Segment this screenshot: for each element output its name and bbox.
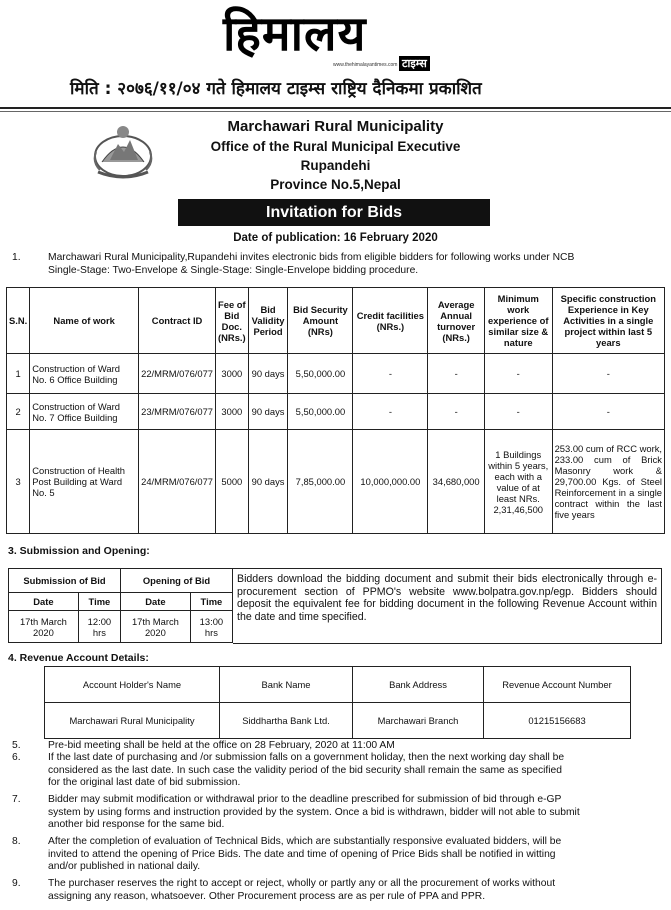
item-line: After the completion of evaluation of Technical Bids, which are substantially responsive evaluated bidders, will be [48,836,562,847]
cell-fee: 5000 [216,430,249,534]
item-line: for the original last date of bid submission. [48,777,241,788]
cell-contract: 24/MRM/076/077 [139,430,216,534]
item-line: The purchaser reserves the right to accept or reject, wholly or partly any or all the procurement of works without [48,878,556,889]
cell-turnover: - [428,394,485,430]
province-name: Province No.5,Nepal [270,177,401,192]
revenue-header-bank: Bank Name [220,667,353,703]
opening-header: Opening of Bid [120,569,232,593]
cell-work: Construction of Health Post Building at Ward No. 5 [30,430,139,534]
col-header-specific: Specific construction Experience in Key Activities in a single project within last 5 years [552,288,664,354]
col-header-sn: S.N. [7,288,30,354]
section-3-title: 3. Submission and Opening: [8,545,150,557]
cell-contract: 23/MRM/076/077 [139,394,216,430]
item-1-number: 1. [12,252,21,263]
item-1-line: Single-Stage: Two-Envelope & Single-Stage: Single-Envelope bidding procedure. [48,264,419,276]
revenue-bank: Siddhartha Bank Ltd. [220,703,353,739]
revenue-header-account: Revenue Account Number [484,667,631,703]
newspaper-masthead [215,4,455,70]
submission-header: Submission of Bid [9,569,121,593]
col-header-work: Name of work [30,288,139,354]
cell-turnover: 34,680,000 [428,430,485,534]
cell-security: 5,50,000.00 [288,354,353,394]
revenue-table [44,666,631,739]
cell-sn: 2 [7,394,30,430]
office-name: Office of the Rural Municipal Executive [210,139,461,154]
item-line: If the last date of purchasing and /or submission falls on a government holiday, then the next working day shall be [48,752,565,763]
cell-turnover: - [428,354,485,394]
item-6-text [48,752,663,790]
cell-sn: 3 [7,430,30,534]
bid-table [6,287,665,534]
col-header-contract: Contract ID [139,288,216,354]
revenue-header-address: Bank Address [353,667,484,703]
submission-text: Bidders download the bidding document and submit their bids electronically through e-procurement section of PPMO's website www.bolpatra.gov.np/egp. Bidders should deposit the equivalent fee for bidding document in the following Revenue Account within the date and time specified. [237,573,657,624]
top-divider-thin [0,111,671,112]
cell-contract: 22/MRM/076/077 [139,354,216,394]
cell-work: Construction of Ward No. 7 Office Building [30,394,139,430]
submission-table [8,568,233,643]
col-header-credit: Credit facilities (NRs.) [353,288,428,354]
col-header-turnover: Average Annual turnover (NRs.) [428,288,485,354]
cell-validity: 90 days [248,354,288,394]
cell-security: 5,50,000.00 [288,394,353,430]
cell-specific: - [552,394,664,430]
cell-credit: 10,000,000.00 [353,430,428,534]
item-5-text [48,740,663,753]
publication-date: Date of publication: 16 February 2020 [233,232,438,244]
item-5-number: 5. [12,740,21,751]
open-time-label: Time [190,593,232,611]
cell-experience: - [484,354,552,394]
revenue-holder: Marchawari Rural Municipality [45,703,220,739]
col-header-validity: Bid Validity Period [248,288,288,354]
item-line: Pre-bid meeting shall be held at the office on 28 February, 2020 at 11:00 AM [48,740,395,751]
section-4-title: 4. Revenue Account Details: [8,652,149,664]
publication-dateline: मिति : २०७६/११/०४ गते हिमालय टाइम्स राष्ट्रिय दैनिकमा प्रकाशित [70,79,482,99]
item-line: invited to attend the opening of Price Bids. The date and time of opening of Price Bids shall be notified in witting [48,848,556,860]
item-8-text [48,836,663,874]
table-row [7,430,665,534]
item-1-line: Marchawari Rural Municipality,Rupandehi invites electronic bids from eligible bidders for following works under NCB [48,252,575,263]
cell-work: Construction of Ward No. 6 Office Building [30,354,139,394]
cell-fee: 3000 [216,354,249,394]
top-divider [0,107,671,109]
item-line: considered as the last date. In such case the validity period of the bid security shall remain the same as specified [48,764,562,776]
sub-date-value: 17th March 2020 [9,611,79,643]
col-header-security: Bid Security Amount (NRs) [288,288,353,354]
sub-date-label: Date [9,593,79,611]
item-line: another bid response for the same bid. [48,819,225,830]
cell-sn: 1 [7,354,30,394]
masthead-url: www.thehimalayantimes.com [333,62,398,68]
cell-credit: - [353,394,428,430]
revenue-account: 01215156683 [484,703,631,739]
table-row [7,354,665,394]
sub-time-value: 12:00 hrs [78,611,120,643]
cell-validity: 90 days [248,394,288,430]
item-7-text [48,794,663,832]
item-9-number: 9. [12,878,21,889]
table-row [7,394,665,430]
item-8-number: 8. [12,836,21,847]
masthead-subtitle: टाइम्स [399,56,430,71]
item-6-number: 6. [12,752,21,763]
submission-text-box [233,568,662,644]
open-date-label: Date [120,593,190,611]
revenue-header-holder: Account Holder's Name [45,667,220,703]
item-line: Bidder may submit modification or withdrawal prior to the deadline prescribed for submission of bid through e-GP [48,794,562,805]
open-date-value: 17th March 2020 [120,611,190,643]
item-7-number: 7. [12,794,21,805]
masthead-title: हिमालय [223,6,367,62]
sub-time-label: Time [78,593,120,611]
item-line: assigning any reason, whatsoever. Other Procurement process are as per rule of PPA and PPR. [48,890,486,902]
col-header-fee: Fee of Bid Doc. (NRs.) [216,288,249,354]
cell-specific: 253.00 cum of RCC work, 233.00 cum of Brick Masonry work & 29,700.00 Kgs. of Steel Reinforcement in a single contract within the last five years [552,430,664,534]
cell-fee: 3000 [216,394,249,430]
bid-table-header-row [7,288,665,354]
item-line: and/or published in national daily. [48,861,201,872]
invitation-banner: Invitation for Bids [178,199,490,226]
cell-experience: 1 Buildings within 5 years, each with a value of at least NRs. 2,31,46,500 [484,430,552,534]
col-header-experience: Minimum work experience of similar size & nature [484,288,552,354]
cell-security: 7,85,000.00 [288,430,353,534]
cell-validity: 90 days [248,430,288,534]
cell-experience: - [484,394,552,430]
item-1-text [48,252,663,277]
cell-credit: - [353,354,428,394]
district-name: Rupandehi [300,158,371,173]
cell-specific: - [552,354,664,394]
org-name: Marchawari Rural Municipality [227,118,444,135]
revenue-address: Marchawari Branch [353,703,484,739]
item-line: system by using forms and instruction provided by the system. Once a bid is withdrawn, bidder will not able to submit [48,806,580,818]
open-time-value: 13:00 hrs [190,611,232,643]
item-9-text [48,878,663,903]
